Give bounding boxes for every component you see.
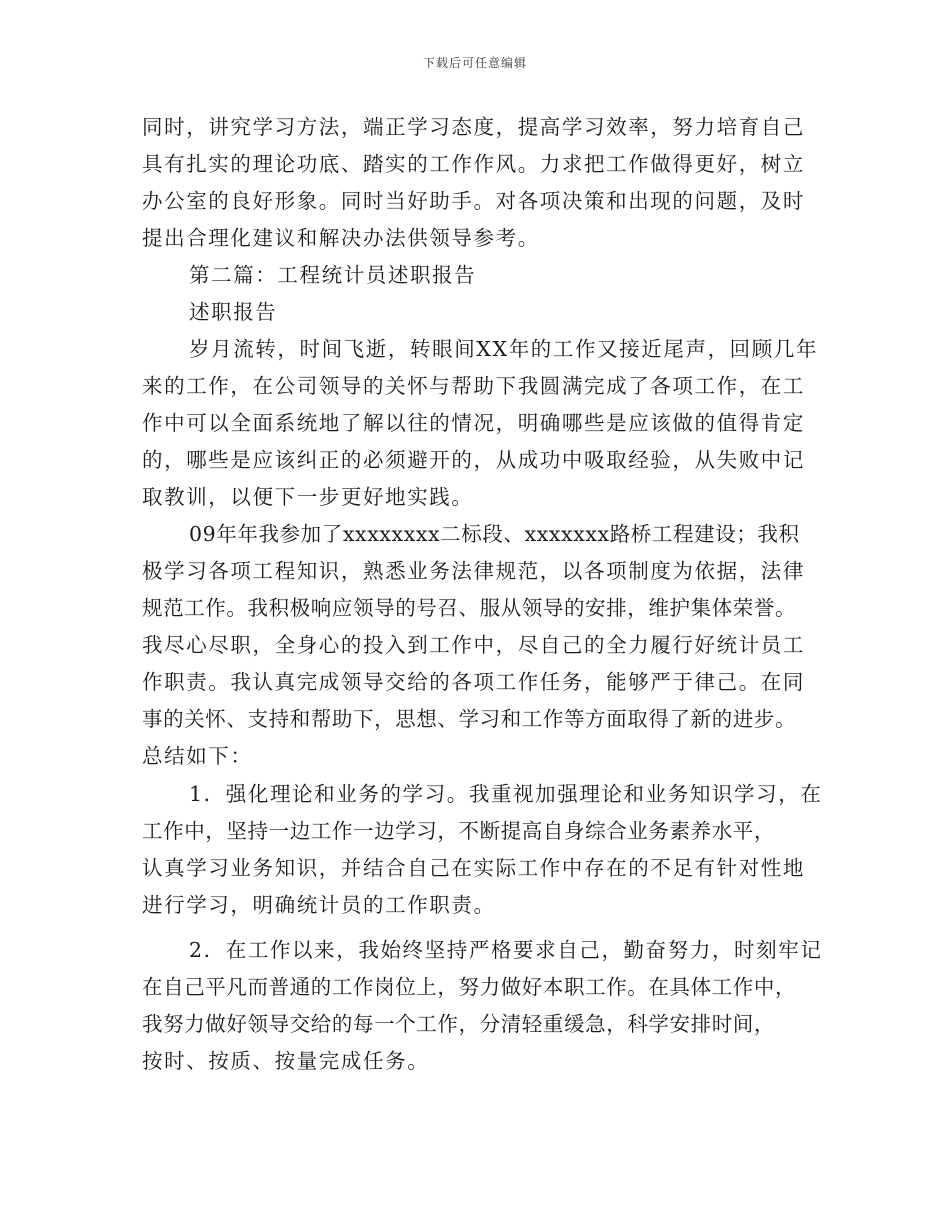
paragraph-line: 总结如下： bbox=[142, 744, 253, 768]
paragraph-line: 的，哪些是应该纠正的必须避开的，从成功中吸取经验，从失败中记 bbox=[142, 448, 805, 472]
paragraph-line: 在自己平凡而普通的工作岗位上，努力做好本职工作。在具体工作中， bbox=[142, 975, 797, 999]
report-title: 述职报告 bbox=[189, 300, 278, 324]
paragraph-line: 工作中，坚持一边工作一边学习，不断提高自身综合业务素养水平， bbox=[142, 819, 775, 843]
paragraph-line: 事的关怀、支持和帮助下，思想、学习和工作等方面取得了新的进步。 bbox=[142, 707, 797, 731]
paragraph-line: 规范工作。我积极响应领导的号召、服从领导的安排，维护集体荣誉。 bbox=[142, 596, 797, 620]
paragraph-line: 极学习各项工程知识，熟悉业务法律规范，以各项制度为依据，法律 bbox=[142, 559, 805, 583]
paragraph-line: 09年年我参加了xxxxxxxx二标段、xxxxxxx路桥工程建设；我积 bbox=[189, 522, 800, 546]
list-item-2-line: 2．在工作以来，我始终坚持严格要求自己，勤奋努力，时刻牢记 bbox=[189, 938, 823, 962]
paragraph-line: 同时，讲究学习方法，端正学习态度，提高学习效率，努力培育自己 bbox=[142, 115, 805, 139]
list-item-1-line: 1．强化理论和业务的学习。我重视加强理论和业务知识学习，在 bbox=[189, 782, 823, 806]
paragraph-line: 来的工作，在公司领导的关怀与帮助下我圆满完成了各项工作，在工 bbox=[142, 374, 805, 398]
paragraph-line: 进行学习，明确统计员的工作职责。 bbox=[142, 893, 496, 917]
paragraph-line: 作中可以全面系统地了解以往的情况，明确哪些是应该做的值得肯定 bbox=[142, 411, 805, 435]
document-body bbox=[142, 109, 822, 1080]
paragraph-line: 办公室的良好形象。同时当好助手。对各项决策和出现的问题，及时 bbox=[142, 189, 805, 213]
paragraph-line: 取教训，以便下一步更好地实践。 bbox=[142, 485, 474, 509]
paragraph-line: 我尽心尽职，全身心的投入到工作中，尽自己的全力履行好统计员工 bbox=[142, 633, 805, 657]
paragraph-line: 具有扎实的理论功底、踏实的工作作风。力求把工作做得更好，树立 bbox=[142, 152, 805, 176]
paragraph-line: 认真学习业务知识，并结合自己在实际工作中存在的不足有针对性地 bbox=[142, 856, 805, 880]
page-header: 下载后可任意编辑 bbox=[422, 56, 527, 70]
paragraph-line: 作职责。我认真完成领导交给的各项工作任务，能够严于律己。在同 bbox=[142, 670, 805, 694]
paragraph-line: 提出合理化建议和解决办法供领导参考。 bbox=[142, 226, 540, 250]
paragraph-line: 按时、按质、按量完成任务。 bbox=[142, 1049, 430, 1073]
section-title: 第二篇：工程统计员述职报告 bbox=[189, 263, 477, 287]
paragraph-line: 岁月流转，时间飞逝，转眼间XX年的工作又接近尾声，回顾几年 bbox=[189, 337, 819, 361]
paragraph-line: 我努力做好领导交给的每一个工作，分清轻重缓急，科学安排时间， bbox=[142, 1012, 775, 1036]
